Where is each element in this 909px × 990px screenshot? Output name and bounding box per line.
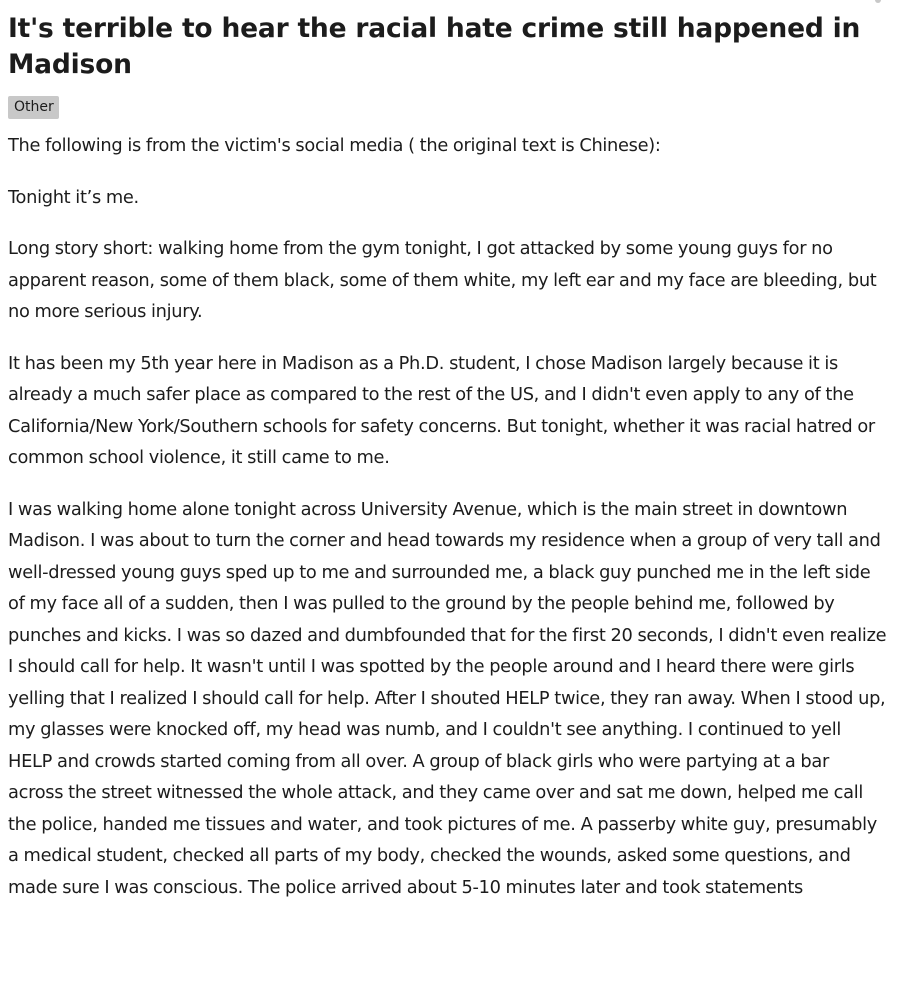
post-paragraph-background: It has been my 5th year here in Madison as a Ph.D. student, I chose Madison largely because it is already a much safer place as compared to the rest of the US, and I didn't even apply to any of the California/New York/Southern schools for safety concerns. But tonight, whether it was racial hatred or common school violence, it still came to me. bbox=[8, 352, 875, 468]
post-paragraph-intro: The following is from the victim's social media ( the original text is Chinese): bbox=[8, 135, 661, 156]
post-paragraph-tonight: Tonight it’s me. bbox=[8, 186, 139, 208]
post-body bbox=[8, 130, 888, 903]
post-flair-badge[interactable]: Other bbox=[8, 96, 59, 119]
post-paragraph-account: I was walking home alone tonight across University Avenue, which is the main street in downtown Madison. I was about to turn the corner and head towards my residence when a group of very tall and well-dressed young guys sped up to me and surrounded me, a black guy punched me in the left side of my face all of a sudden, then I was pulled to the ground by the people behind me, followed by punches and kicks. I was so dazed and dumbfounded that for the first 20 seconds, I didn't even realize I should call for help. It wasn't until I was spotted by the people around and I heard there were girls yelling that I realized I should call for help. After I shouted HELP twice, they ran away. When I stood up, my glasses were knocked off, my head was numb, and I couldn't see anything. I continued to yell HELP and crowds started coming from all over. A group of black girls who were partying at a bar across the street witnessed the whole attack, and they came over and sat me down, helped me call the police, handed me tissues and water, and took pictures of me. A passerby white guy, presumably a medical student, checked all parts of my body, checked the wounds, asked some questions, and made sure I was conscious. The police arrived about 5-10 minutes later and took statements bbox=[8, 498, 887, 898]
post-title[interactable]: It's terrible to hear the racial hate crime still happened in Madison bbox=[8, 13, 861, 80]
post-paragraph-summary: Long story short: walking home from the gym tonight, I got attacked by some young guys for no apparent reason, some of them black, some of them white, my left ear and my face are bleeding, but no more serious injury. bbox=[8, 238, 877, 322]
post bbox=[8, 11, 888, 923]
scrollbar-thumb[interactable] bbox=[875, 0, 881, 3]
